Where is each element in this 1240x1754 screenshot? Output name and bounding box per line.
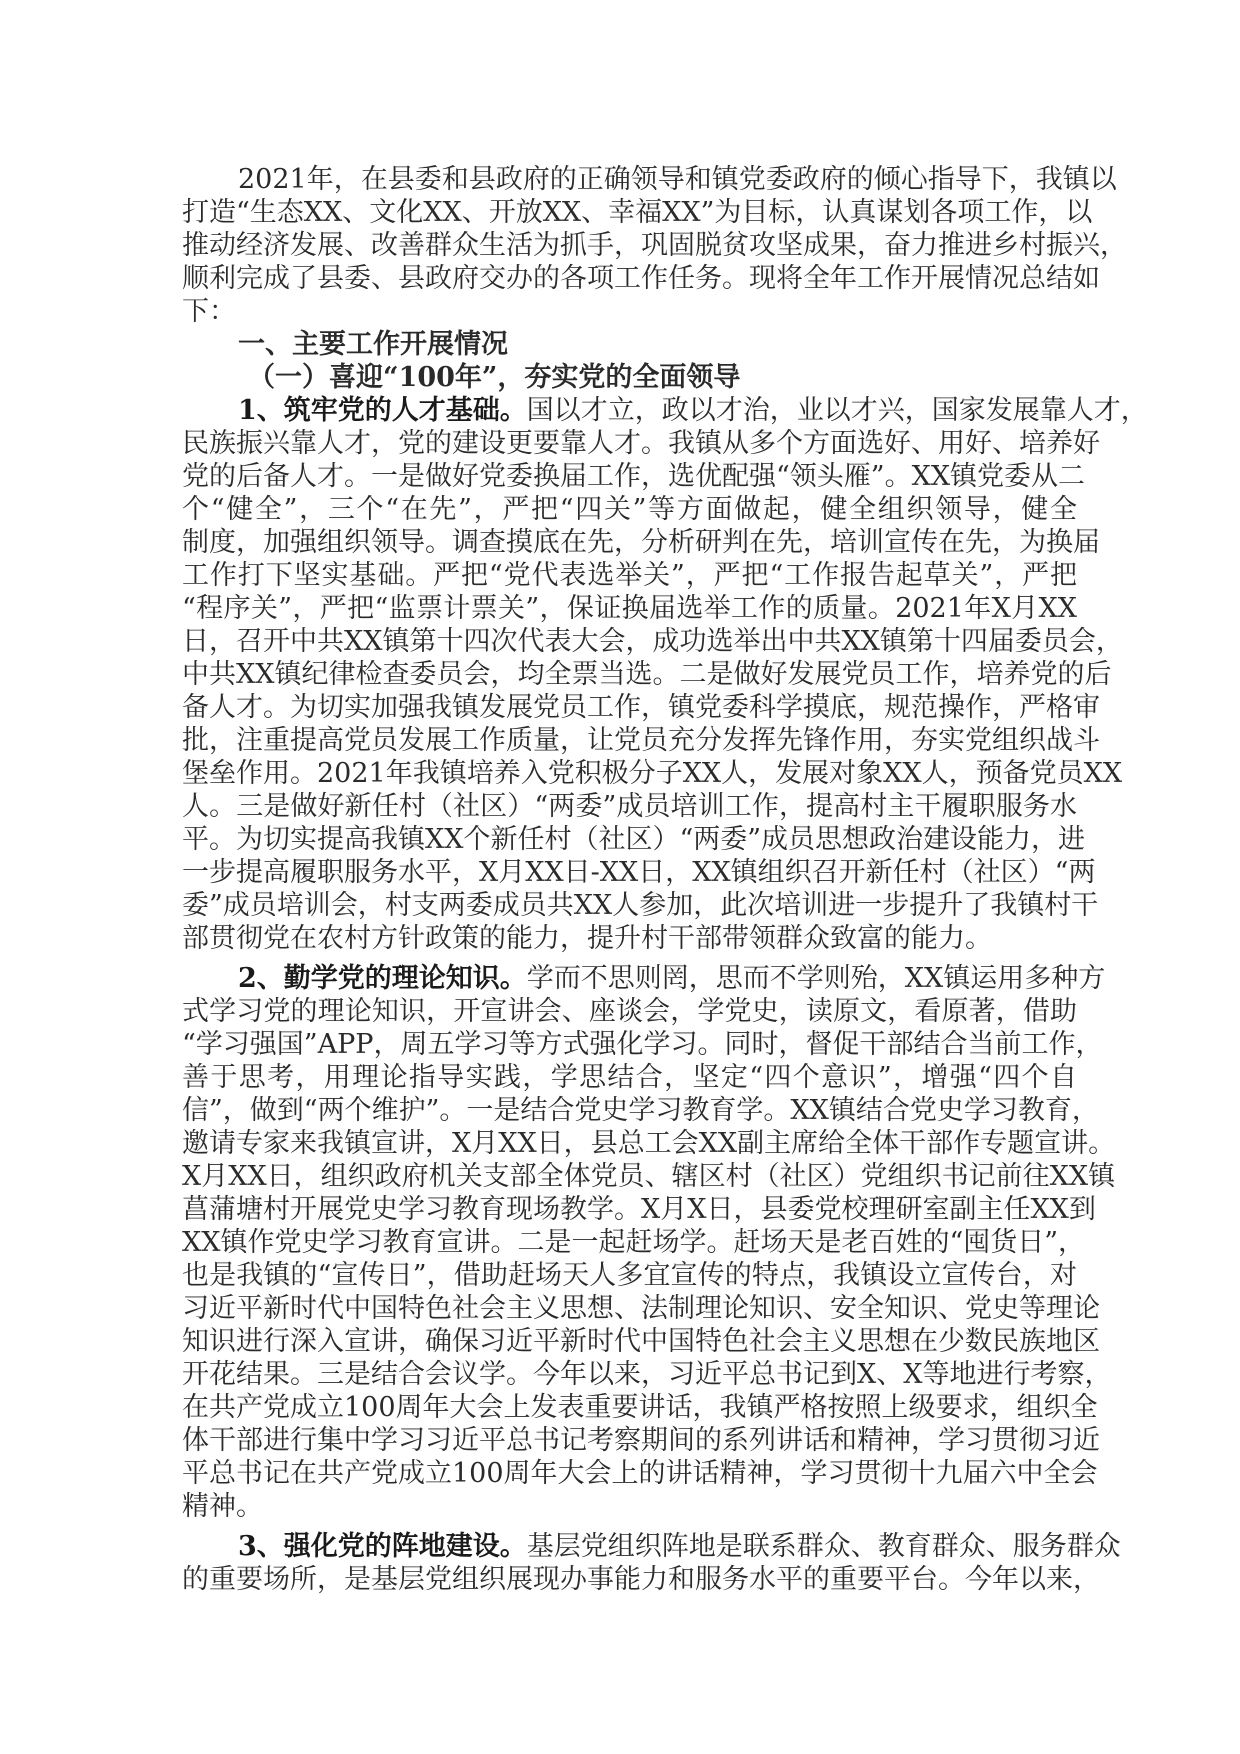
text-line: 个“健全”，三个“在先”，严把“四关”等方面做起，健全组织领导，健全: [182, 494, 1077, 525]
text-line: 菖蒲塘村开展党史学习教育现场教学。X月X日，县委党校理研室副主任XX到: [182, 1194, 1096, 1225]
document-page: [182, 163, 1148, 1596]
text-line: 邀请专家来我镇宣讲，X月XX日，县总工会XX副主席给全体干部作专题宣讲。: [182, 1128, 1116, 1159]
text-line: 堡垒作用。2021年我镇培养入党积极分子XX人，发展对象XX人，预备党员XX: [182, 758, 1123, 789]
text-line: 体干部进行集中学习习近平总书记考察期间的系列讲话和精神，学习贯彻习近: [182, 1425, 1100, 1456]
text-line: 日，召开中共XX镇第十四次代表大会，成功选举出中共XX镇第十四届委员会，: [182, 626, 1123, 657]
text-line: 下：: [182, 296, 236, 327]
text-line: 工作打下坚实基础。严把“党代表选举关”，严把“工作报告起草关”，严把: [182, 560, 1077, 591]
text-line: 善于思考，用理论指导实践，学思结合，坚定“四个意识”，增强“四个自: [182, 1062, 1077, 1093]
text-line: XX镇作党史学习教育宣讲。二是一起赶场学。赶场天是老百姓的“囤货日”，: [182, 1227, 1086, 1258]
text-line: 制度，加强组织领导。调查摸底在先，分析研判在先，培训宣传在先，为换届: [182, 527, 1100, 558]
section-paragraph: [182, 1530, 1121, 1596]
text-line: 2021年，在县委和县政府的正确领导和镇党委政府的倾心指导下，我镇以: [238, 164, 1117, 195]
text-line: 的重要场所，是基层党组织展现办事能力和服务水平的重要平台。今年以来，: [182, 1564, 1100, 1595]
text-line: 批，注重提高党员发展工作质量，让党员充分发挥先锋作用，夯实党组织战斗: [182, 725, 1100, 756]
text-line: 平。为切实提高我镇XX个新任村（社区）“两委”成员思想政治建设能力，进: [182, 824, 1086, 855]
text-line: 打造“生态XX、文化XX、开放XX、幸福XX”为目标，认真谋划各项工作，以: [182, 197, 1093, 228]
text-line: “学习强国”APP，周五学习等方式强化学习。同时，督促干部结合当前工作，: [182, 1029, 1103, 1060]
text-line: 也是我镇的“宣传日”，借助赶场天人多宜宣传的特点，我镇设立宣传台，对: [182, 1260, 1077, 1291]
text-line: 党的后备人才。一是做好党委换届工作，选优配强“领头雁”。XX镇党委从二: [182, 461, 1086, 492]
intro-paragraph: [182, 163, 1127, 328]
text-line: 人。三是做好新任村（社区）“两委”成员培训工作，提高村主干履职服务水: [182, 791, 1077, 822]
section-heading: 一、主要工作开展情况: [238, 329, 508, 360]
paragraph-lead-title: 1、筑牢党的人才基础。: [238, 395, 527, 426]
text-line: “程序关”，严把“监票计票关”，保证换届选举工作的质量。2021年X月XX: [182, 593, 1077, 624]
paragraph-text: 国以才立，政以才治，业以才兴，国家发展靠人才，: [526, 395, 1148, 426]
text-line: 部贯彻党在农村方针政策的能力，提升村干部带领群众致富的能力。: [182, 923, 992, 954]
text-line: 开花结果。三是结合会议学。今年以来，习近平总书记到X、X等地进行考察，: [182, 1359, 1112, 1390]
text-line: 推动经济发展、改善群众生活为抓手，巩固脱贫攻坚成果，奋力推进乡村振兴，: [182, 230, 1127, 261]
text-line: 中共XX镇纪律检查委员会，均全票当选。二是做好发展党员工作，培养党的后: [182, 659, 1112, 690]
text-line: 在共产党成立100周年大会上发表重要讲话，我镇严格按照上级要求，组织全: [182, 1392, 1098, 1423]
text-line: 委”成员培训会，村支两委成员共XX人参加，此次培训进一步提升了我镇村干: [182, 890, 1099, 921]
text-line: [182, 1530, 1121, 1563]
paragraph-text: 学而不思则罔，思而不学则殆，XX镇运用多种方: [526, 963, 1106, 994]
subsection-heading: （一）喜迎“100年”，夯实党的全面领导: [248, 362, 741, 393]
text-line: 一步提高履职服务水平，X月XX日-XX日，XX镇组织召开新任村（社区）“两: [182, 857, 1096, 888]
text-line: 知识进行深入宣讲，确保习近平新时代中国特色社会主义思想在少数民族地区: [182, 1326, 1100, 1357]
text-line: [182, 962, 1106, 995]
text-line: 精神。: [182, 1491, 263, 1522]
text-line: [182, 394, 1148, 427]
text-line: 习近平新时代中国特色社会主义思想、法制理论知识、安全知识、党史等理论: [182, 1293, 1100, 1324]
text-line: 备人才。为切实加强我镇发展党员工作，镇党委科学摸底，规范操作，严格审: [182, 692, 1100, 723]
text-line: 民族振兴靠人才，党的建设更要靠人才。我镇从多个方面选好、用好、培养好: [182, 428, 1100, 459]
text-line: X月XX日，组织政府机关支部全体党员、辖区村（社区）党组织书记前往XX镇: [182, 1161, 1116, 1192]
paragraph-text: 基层党组织阵地是联系群众、教育群众、服务群众: [526, 1531, 1121, 1562]
text-line: 信”，做到“两个维护”。一是结合党史学习教育学。XX镇结合党史学习教育，: [182, 1095, 1099, 1126]
paragraph-lead-title: 2、勤学党的理论知识。: [238, 963, 527, 994]
text-line: 顺利完成了县委、县政府交办的各项工作任务。现将全年工作开展情况总结如: [182, 263, 1100, 294]
text-line: 平总书记在共产党成立100周年大会上的讲话精神，学习贯彻十九届六中全会: [182, 1458, 1098, 1489]
section-paragraph: [182, 394, 1148, 955]
section-paragraph: [182, 962, 1116, 1523]
paragraph-lead-title: 3、强化党的阵地建设。: [238, 1531, 527, 1562]
text-line: 式学习党的理论知识，开宣讲会、座谈会，学党史，读原文，看原著，借助: [182, 996, 1077, 1027]
